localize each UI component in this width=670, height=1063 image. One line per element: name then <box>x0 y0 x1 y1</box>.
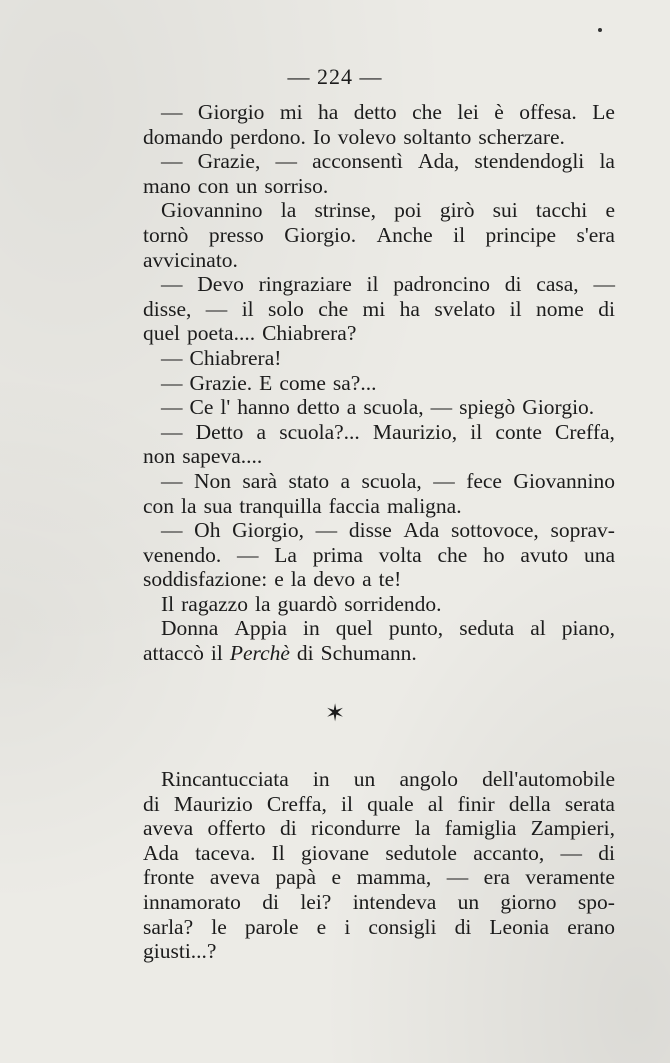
text-line: giusti...? <box>143 939 217 964</box>
text-line: soddisfazione: e la devo a te! <box>143 567 402 592</box>
text-line: aveva offerto di ricondurre la famiglia Zampieri, <box>143 816 615 841</box>
text-line: di Maurizio Creffa, il quale al finir della serata <box>143 791 615 816</box>
text-line: avvicinato. <box>143 247 238 272</box>
text-line: — Detto a scuola?... Maurizio, il conte Creffa, <box>161 419 615 444</box>
text-line: — Oh Giorgio, — disse Ada sottovoce, soprav- <box>161 518 615 543</box>
text-block-narrative <box>143 767 615 964</box>
text-line: — Ce l' hanno detto a scuola, — spiegò Giorgio. <box>161 395 595 420</box>
text-line: mano con un sorriso. <box>143 173 329 198</box>
text-line: sarla? le parole e i consigli di Leonia erano <box>143 914 615 939</box>
paragraph <box>143 518 615 592</box>
paragraph <box>143 272 615 346</box>
text-line: — Grazie, — acconsentì Ada, stendendogli la <box>161 149 615 174</box>
text-line: — Chiabrera! <box>161 345 282 370</box>
scan-speck <box>598 28 602 32</box>
text-line: attaccò il Perchè di Schumann. <box>143 641 417 666</box>
paragraph <box>143 371 615 396</box>
text-line: — Giorgio mi ha detto che lei è offesa. Le <box>161 100 615 124</box>
paragraph <box>143 420 615 469</box>
paragraph <box>143 346 615 371</box>
text-line: Ada taceva. Il giovane sedutole accanto, — di <box>143 840 615 865</box>
text-block-dialogue <box>143 100 615 666</box>
paragraph <box>143 149 615 198</box>
text-line: fronte aveva papà e mamma, — era veramente <box>143 865 615 890</box>
paragraph <box>143 592 615 617</box>
text-line: — Grazie. E come sa?... <box>161 370 377 395</box>
text-line: disse, — il solo che mi ha svelato il nome di <box>143 296 615 321</box>
text-line: non sapeva.... <box>143 444 263 469</box>
paragraph <box>143 469 615 518</box>
text-line: Rincantucciata in un angolo dell'automobile <box>161 767 615 791</box>
text-line: — Non sarà stato a scuola, — fece Giovannino <box>161 468 615 493</box>
text-line: tornò presso Giorgio. Anche il principe s'era <box>143 222 615 247</box>
text-line: Donna Appia in quel punto, seduta al piano, <box>161 616 615 641</box>
text-line: quel poeta.... Chiabrera? <box>143 321 357 346</box>
page-number: — 224 — <box>287 64 383 89</box>
section-separator-star: ✶ <box>324 701 346 727</box>
text-line: Il ragazzo la guardò sorridendo. <box>161 591 442 616</box>
paragraph <box>143 100 615 149</box>
text-line: — Devo ringraziare il padroncino di casa, — <box>161 272 615 297</box>
paragraph <box>143 767 615 964</box>
paragraph <box>143 616 615 665</box>
paragraph <box>143 198 615 272</box>
text-line: innamorato di lei? intendeva un giorno spo- <box>143 889 615 914</box>
text-line: venendo. — La prima volta che ho avuto una <box>143 542 615 567</box>
text-line: domando perdono. Io volevo soltanto scherzare. <box>143 124 565 149</box>
text-line: Giovannino la strinse, poi girò sui tacchi e <box>161 198 615 223</box>
paragraph <box>143 395 615 420</box>
text-line: con la sua tranquilla faccia maligna. <box>143 493 462 518</box>
